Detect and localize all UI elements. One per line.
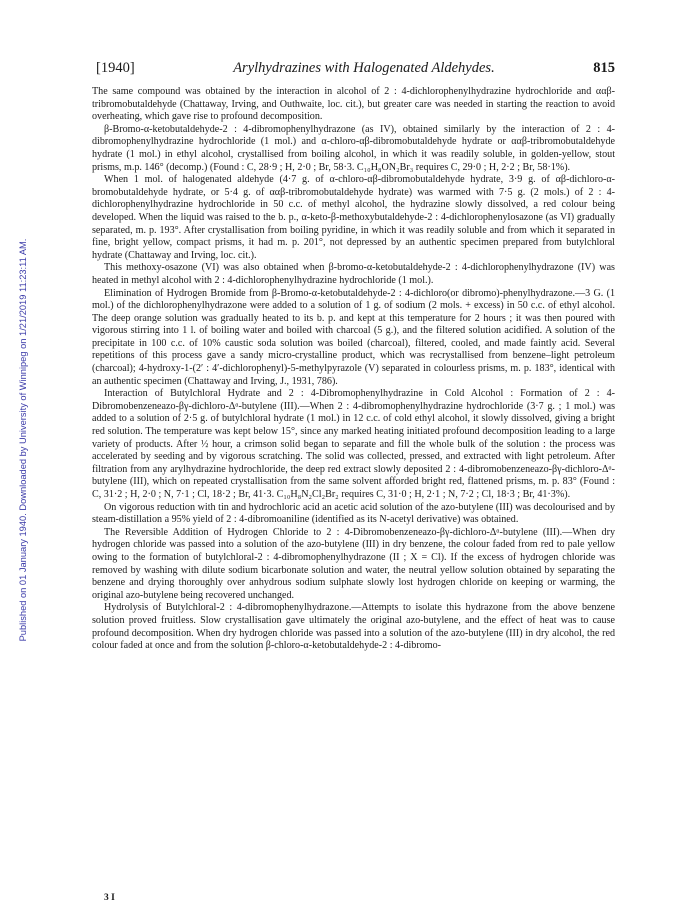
paragraph-5: Elimination of Hydrogen Bromide from β-Bromo-α-ketobutaldehyde-2 : 4-dichloro(or dibromo)-phenylhydrazone.—3 G. (1 mol.) of the dichlorophenylhydrazone were added to a solution of 1 g. of sodium (2 mols. + excess) in 50 c.c. of ethyl alcohol. The deep orange solution was gradually heated to its b. p. and kept at this temperature for 2 hours ; it was then poured with vigorous stirring into 1 l. of boiling water and boiled with charcoal (5 g.), and the filtered solution acidified. A solution of the precipitate in 100 c.c. of 10% caustic soda solution was boiled (charcoal), filtered, cooled, and made faintly acid. Several repetitions of this process gave a sandy micro-crystalline product, which was recrystallised from benzene–light petroleum (charcoal); 4-hydroxy-1-(2′ : 4′-dichlorophenyl)-5-methylpyrazole (V) separated in colourless prisms, m. p. 183°, identical with an authentic specimen (Chattaway and Irving, J., 1931, 786). <box>92 287 615 387</box>
paragraph-7: On vigorous reduction with tin and hydrochloric acid an acetic acid solution of the azo-butylene (III) was decolourised and by steam-distillation a 95% yield of 2 : 4-dibromoaniline (identified as its N-acetyl derivative) was obtained. <box>92 501 615 526</box>
page-number: 815 <box>593 60 615 76</box>
paragraph-4: This methoxy-osazone (VI) was also obtained when β-bromo-α-ketobutaldehyde-2 : 4-dichlorophenylhydrazone (IV) was heated in methyl alcohol with 2 : 4-dichlorophenylhydrazine hydrochloride (1 mol.). <box>92 262 615 286</box>
paragraph-1: The same compound was obtained by the interaction in alcohol of 2 : 4-dichlorophenylhydrazine hydrochloride and ααβ-tribromobutaldehyde (Chattaway, Irving, and Outhwaite, loc. cit.), but greater care was needed in starting the reaction to avoid overheating, which gave rise to profound decomposition. <box>92 86 615 123</box>
paragraph-3: When 1 mol. of halogenated aldehyde (4·7 g. of α-chloro-αβ-dibromobutaldehyde hydrate, 3·9 g. of αβ-dichloro-α-bromobutaldehyde hydrate, or 5·4 g. of ααβ-tribromobutaldehyde hydrate) was warmed with 7·5 g. (2 mols.) of 2 : 4-dichlorophenylhydrazine hydrochloride in 50 c.c. of methyl alcohol, the hydrazine slowly dissolved, a red colour being developed. When the liquid was raised to the b. p., α-keto-β-methoxybutaldehyde-2 : 4-dichlorophenylosazone (as VI) gradually separated, m. p. 193°. After crystallisation from boiling pyridine, in which it was readily soluble and from which it separated in fine, bright yellow, compact prisms, it had m. p. 201°, not depressed by an authentic specimen prepared from butylchloral hydrate (Chattaway and Irving, loc. cit.). <box>92 174 615 261</box>
running-header <box>96 60 615 80</box>
download-watermark <box>4 130 28 750</box>
article-body <box>92 86 615 653</box>
signature-mark: 3 I <box>104 893 115 903</box>
download-watermark-text: Published on 01 January 1940. Downloaded by University of Winnipeg on 1/21/2019 11:23:11 AM. <box>18 238 28 642</box>
paragraph-6: Interaction of Butylchloral Hydrate and 2 : 4-Dibromophenylhydrazine in Cold Alcohol : Formation of 2 : 4-Dibromobenzeneazo-βγ-dichloro-Δᵅ-butylene (III).—When 2 : 4-dibromophenylhydrazine hydrochloride (3·7 g. ; 1 mol.) was added to a solution of 2·5 g. of butylchloral hydrate (1 mol.) in 12 c.c. of cold ethyl alcohol, it slowly dissolved, giving a bright red solution. The temperature was kept below 15°, since any marked heating initiated profound decomposition leading to a large variety of products. After ½ hour, a crimson solid began to separate and fill the whole bulk of the solution : the process was accelerated by seeding and by vigorous scratching. The solid was collected, pressed, and extracted with light petroleum. After filtration from any arylhydrazine hydrochloride, the deep red extract slowly deposited 2 : 4-dibromobenzeneazo-βγ-dichloro-Δᵅ-butylene (III), which on repeated crystallisation from the same solvent afforded bright red, flattened prisms, m. p. 83° (Found : C, 31·2 ; H, 2·0 ; N, 7·1 ; Cl, 18·2 ; Br, 41·3. C₁₀H₈N₂Cl₂Br₂ requires C, 31·0 ; H, 2·1 ; N, 7·2 ; Cl, 18·3 ; Br, 41·3%). <box>92 388 615 500</box>
header-year: [1940] <box>96 60 135 76</box>
paragraph-9: Hydrolysis of Butylchloral-2 : 4-dibromophenylhydrazone.—Attempts to isolate this hydrazone from the above benzene solution proved fruitless. Slow crystallisation gave ultimately the original azo-butylene, and the effect of heat was to cause profound decomposition. When dry hydrogen chloride was passed into a solution of the azo-butylene (III) in dry alcohol, the red colour faded at once and from the solution β-chloro-α-ketobutaldehyde-2 : 4-dibromo- <box>92 602 615 652</box>
paragraph-8: The Reversible Addition of Hydrogen Chloride to 2 : 4-Dibromobenzeneazo-βγ-dichloro-Δᵅ-butylene (III).—When dry hydrogen chloride was passed into a solution of the azo-butylene (III) in dry benzene, the colour faded from red to pale yellow owing to the formation of butylchloral-2 : 4-dibromophenylhydrazone (II ; X = Cl). If the excess of hydrogen chloride was removed by washing with dilute sodium bicarbonate solution and water, the neutral yellow solution obtained by separating the benzene and drying thoroughly over anhydrous sodium sulphate slowly lost hydrogen chloride on keeping or warming, the original azo-butylene being recovered unchanged. <box>92 526 615 601</box>
paragraph-2: β-Bromo-α-ketobutaldehyde-2 : 4-dibromophenylhydrazone (as IV), obtained similarly by the interaction of 2 : 4-dibromophenylhydrazine hydrochloride (1 mol.) and α-chloro-αβ-dibromobutaldehyde hydrate or ααβ-tribromobutaldehyde hydrate (1 mol.) in ethyl alcohol, crystallised from boiling alcohol, in which it was readily soluble, in golden-yellow, stout prisms, m.p. 146° (decomp.) (Found : C, 28·9 ; H, 2·0 ; Br, 58·3. C₁₀H₈ON₂Br₃ requires C, 29·0 ; H, 2·2 ; Br, 58·1%). <box>92 123 615 173</box>
header-title: Arylhydrazines with Halogenated Aldehydes. <box>233 60 495 76</box>
